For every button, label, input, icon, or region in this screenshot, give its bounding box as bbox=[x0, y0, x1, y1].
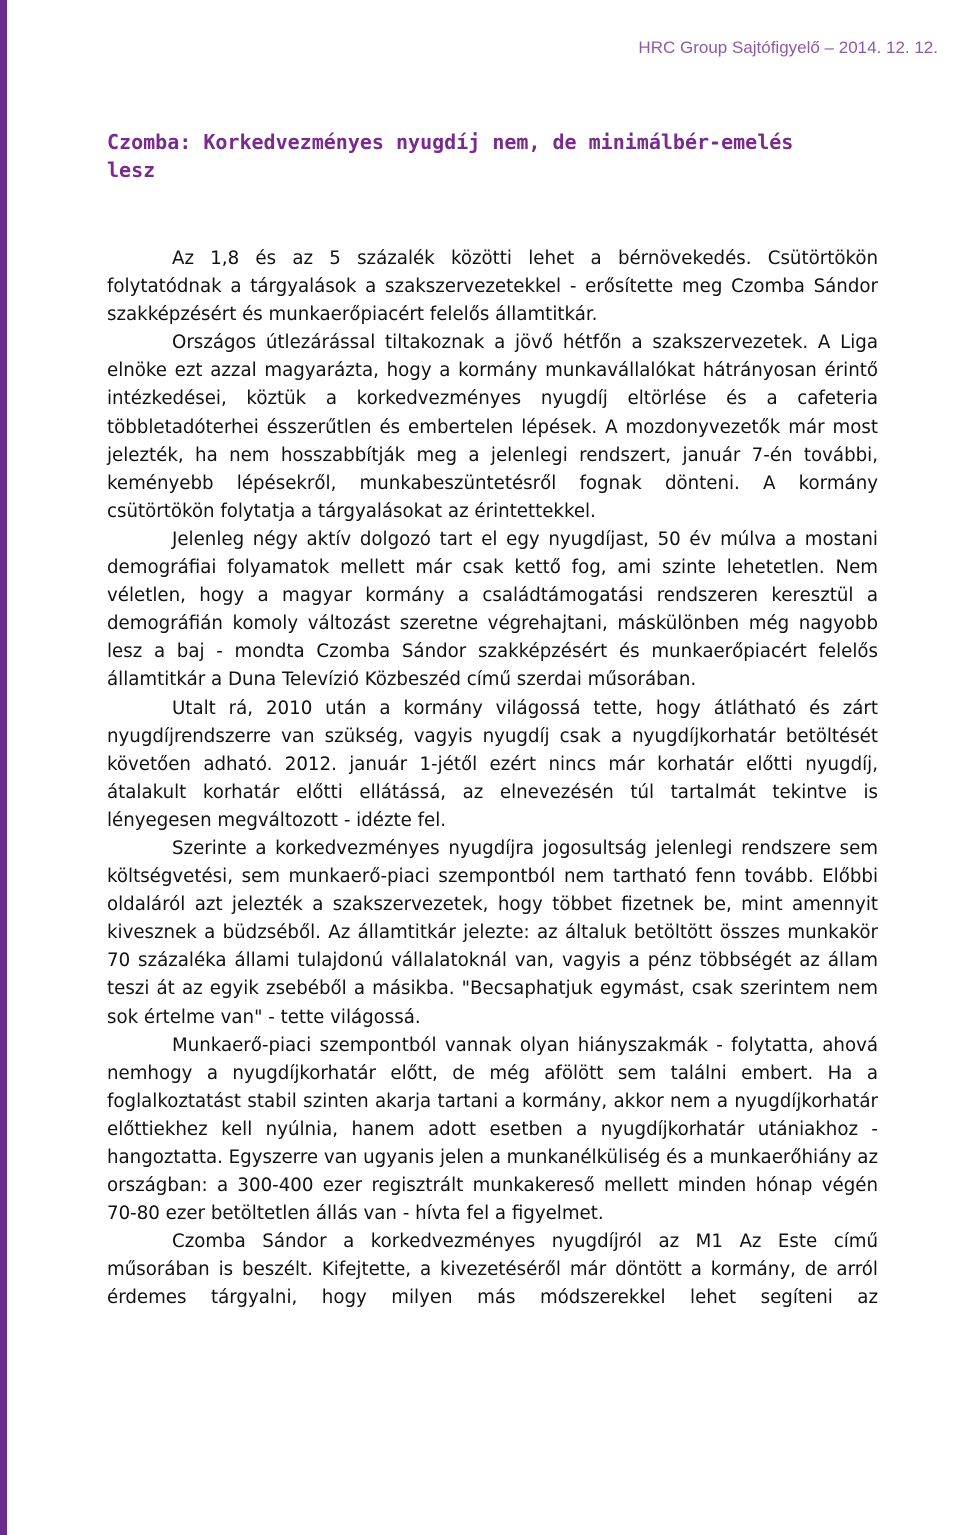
article-paragraph: Szerinte a korkedvezményes nyugdíjra jogosultság jelenlegi rendszere sem költségvetési, sem munkaerő-piaci szempontból nem tartható fenn tovább. Előbbi oldaláról azt jelezték a szakszervezetek, hogy többet fizetnek be, mint amennyit kivesznek a büdzséből. Az államtitkár jelezte: az általuk betöltött összes munkakör 70 százaléka állami tulajdonú vállalatoknál van, vagyis a pénz többségét az állam teszi át az egyik zsebéből a másikba. "Becsaphatjuk egymást, csak szerintem nem sok értelme van" - tette világossá. bbox=[107, 837, 878, 1028]
article-paragraph: Munkaerő-piaci szempontból vannak olyan hiányszakmák - folytatta, ahová nemhogy a nyugdíjkorhatár előtt, de még afölött sem találni embert. Ha a foglalkoztatást stabil szinten akarja tartani a kormány, akkor nem a nyugdíjkorhatár előttiekhez kell nyúlnia, hanem adott esetben a nyugdíjkorhatár utániakhoz - hangoztatta. Egyszerre van ugyanis jelen a munkanélküliség és a munkaerőhiány az országban: a 300-400 ezer regisztrált munkakereső mellett minden hónap végén 70-80 ezer betöltetlen állás van - hívta fel a figyelmet. bbox=[107, 1034, 878, 1225]
article-paragraph: Utalt rá, 2010 után a kormány világossá tette, hogy átlátható és zárt nyugdíjrendszerre van szükség, vagyis nyugdíj csak a nyugdíjkorhatár betöltését követően adható. 2012. január 1-jétől ezért nincs már korhatár előtti nyugdíj, átalakult korhatár előtti ellátássá, az elnevezésén túl tartalmát tekintve is lényegesen megváltozott - idézte fel. bbox=[107, 697, 878, 831]
left-margin-rule bbox=[0, 0, 7, 1535]
article-paragraph: Jelenleg négy aktív dolgozó tart el egy nyugdíjast, 50 év múlva a mostani demográfiai folyamatok mellett már csak kettő fog, ami szinte lehetetlen. Nem véletlen, hogy a magyar kormány a családtámogatási rendszeren keresztül a demográfián komoly változást szeretne végrehajtani, máskülönben még nagyobb lesz a baj - mondta Czomba Sándor szakképzésért és munkaerőpiacért felelős államtitkár a Duna Televízió Közbeszéd című szerdai műsorában. bbox=[107, 528, 878, 691]
page-header: HRC Group Sajtófigyelő – 2014. 12. 12. bbox=[638, 38, 938, 57]
article-body bbox=[107, 245, 878, 1313]
article-paragraph: Országos útlezárással tiltakoznak a jövő hétfőn a szakszervezetek. A Liga elnöke ezt azzal magyarázta, hogy a kormány munkavállalókat hátrányosan érintő intézkedései, köztük a korkedvezményes nyugdíj eltörlése és a cafeteria többletadóterhei ésszerűtlen és embertelen lépések. A mozdonyvezetők már most jelezték, ha nem hosszabbítják meg a jelenlegi rendszert, január 7-én további, keményebb lépésekről, munkabeszüntetésről fognak dönteni. A kormány csütörtökön folytatja a tárgyalásokat az érintettekkel. bbox=[107, 332, 878, 522]
article-paragraph: Czomba Sándor a korkedvezményes nyugdíjról az M1 Az Este című műsorában is beszélt. Kifejtette, a kivezetéséről már döntött a kormány, de arról érdemes tárgyalni, hogy milyen más módszerekkel lehet segíteni az bbox=[107, 1231, 878, 1309]
article-paragraph: Az 1,8 és az 5 százalék közötti lehet a bérnövekedés. Csütörtökön folytatódnak a tárgyalások a szakszervezetekkel - erősítette meg Czomba Sándor szakképzésért és munkaerőpiacért felelős államtitkár. bbox=[107, 248, 878, 326]
article-title: Czomba: Korkedvezményes nyugdíj nem, de minimálbér-emelés lesz bbox=[107, 130, 794, 182]
